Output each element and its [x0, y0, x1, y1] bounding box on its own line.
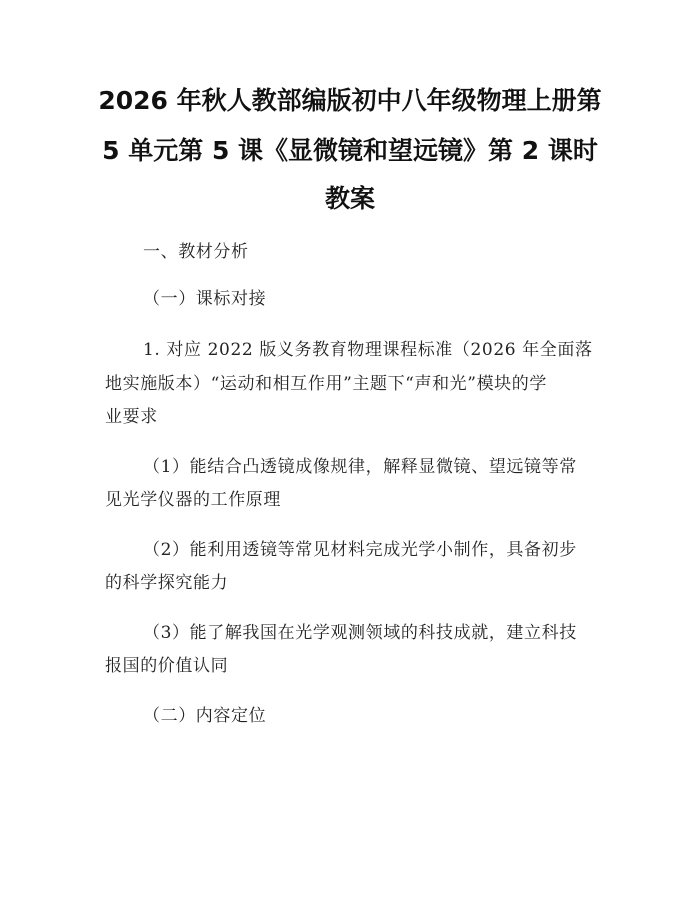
- document-title-line-2: 5 单元第 5 课《显微镜和望远镜》第 2 课时: [102, 136, 598, 165]
- sub-item-2-line-2: 的科学探究能力: [105, 573, 229, 593]
- sub-item-3-line-2: 报国的价值认同: [105, 656, 229, 676]
- document-title-line-1: 2026 年秋人教部编版初中八年级物理上册第: [98, 86, 602, 115]
- subsection-heading-curriculum-alignment: （一）课标对接: [143, 289, 267, 309]
- subsection-heading-content-positioning: （二）内容定位: [143, 706, 267, 726]
- sub-item-3-line-1: （3）能了解我国在光学观测领域的科技成就，建立科技: [143, 623, 577, 643]
- item-1-line-3: 业要求: [105, 407, 158, 427]
- sub-item-1-line-1: （1）能结合凸透镜成像规律，解释显微镜、望远镜等常: [143, 457, 577, 477]
- section-heading-textbook-analysis: 一、教材分析: [143, 242, 249, 262]
- document-title-line-3: 教案: [324, 184, 375, 213]
- sub-item-2-line-1: （2）能利用透镜等常见材料完成光学小制作，具备初步: [143, 540, 577, 560]
- item-1-line-2: 地实施版本）“运动和相互作用”主题下“声和光”模块的学: [105, 374, 547, 394]
- sub-item-1-line-2: 见光学仪器的工作原理: [105, 490, 281, 510]
- item-1-line-1: 1. 对应 2022 版义务教育物理课程标准（2026 年全面落: [143, 340, 593, 360]
